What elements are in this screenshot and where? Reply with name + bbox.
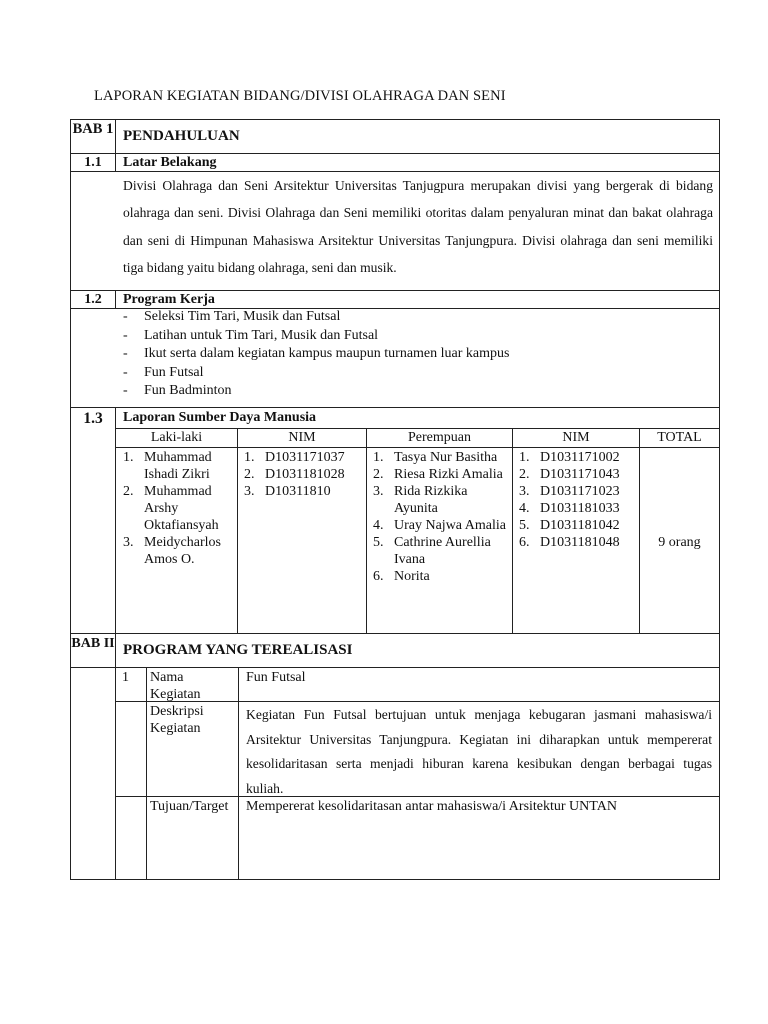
list-item: 3. Rida Rizkika Ayunita [373, 484, 468, 516]
bab2-label: BAB II [71, 636, 115, 651]
row-divider [70, 667, 720, 668]
row-divider [70, 633, 720, 634]
header-male: Laki-laki [150, 430, 203, 445]
list-item: 3. D1031171023 [519, 484, 620, 499]
list-item: 1. Tasya Nur Basitha [373, 450, 498, 465]
list-item: - Latihan untuk Tim Tari, Musik dan Futsal [118, 327, 698, 346]
list-item: 2. Muhammad Arshy Oktafiansyah [123, 484, 219, 533]
label-deskripsi-kegiatan: Deskripsi Kegiatan [150, 704, 204, 736]
female-members-list [370, 449, 510, 585]
header-nim-male: NIM [288, 430, 316, 445]
header-female: Perempuan [408, 430, 471, 445]
row-divider [70, 407, 720, 408]
value-tujuan-target: Mempererat kesolidaritasan antar mahasiswa/i Arsitektur UNTAN [246, 799, 617, 814]
list-item: 4. Uray Najwa Amalia [373, 518, 506, 533]
section-1-1-number: 1.1 [84, 155, 102, 170]
header-total: TOTAL [657, 430, 702, 445]
list-item: 6. D1031181048 [519, 535, 620, 550]
section-1-3-number: 1.3 [83, 410, 103, 427]
section-1-3-heading: Laporan Sumber Daya Manusia [123, 410, 317, 425]
table-border [70, 879, 720, 880]
col-divider [512, 428, 513, 634]
document-title: LAPORAN KEGIATAN BIDANG/DIVISI OLAHRAGA DAN SENI [94, 88, 506, 104]
section-1-1-heading: Latar Belakang [123, 155, 217, 170]
list-item: 2. D1031181028 [244, 467, 345, 482]
col-divider [366, 428, 367, 634]
list-item: - Ikut serta dalam kegiatan kampus maupun turnamen luar kampus [118, 345, 698, 364]
section-1-2-heading: Program Kerja [123, 292, 215, 307]
bab2-heading: PROGRAM YANG TEREALISASI [123, 642, 353, 658]
list-item: 2. Riesa Rizki Amalia [373, 467, 503, 482]
background-paragraph: Divisi Olahraga dan Seni Arsitektur Universitas Tanjugpura merupakan divisi yang bergerak di bidang olahraga dan seni. Divisi Olahraga dan Seni memiliki otoritas dalam penyaluran minat dan bakat olahraga dan seni di Himpunan Mahasiswa Arsitektur Universitas Tanjungpura. Divisi olahraga dan seni memiliki tiga bidang yaitu bidang olahraga, seni dan musik. [123, 178, 713, 275]
list-item: 2. D1031171043 [519, 467, 620, 482]
row-divider [115, 447, 720, 448]
label-tujuan-target: Tujuan/Target [150, 799, 229, 814]
female-nim-list [516, 449, 638, 551]
label-nama-kegiatan: Nama Kegiatan [150, 670, 201, 702]
list-item: - Seleksi Tim Tari, Musik dan Futsal [118, 308, 698, 327]
report-table [70, 119, 720, 880]
col-divider [639, 428, 640, 634]
table-border [70, 119, 71, 880]
list-item: - Fun Badminton [118, 382, 698, 401]
bab1-heading: PENDAHULUAN [123, 128, 240, 144]
list-item: 1. D1031171037 [244, 450, 345, 465]
list-item: 3. Meidycharlos Amos O. [123, 535, 221, 567]
list-item: 6. Norita [373, 569, 430, 584]
table-border [719, 119, 720, 880]
list-item: - Fun Futsal [118, 364, 698, 383]
col-divider [237, 428, 238, 634]
section-1-2-number: 1.2 [84, 292, 102, 307]
list-item: 1. D1031171002 [519, 450, 620, 465]
value-nama-kegiatan: Fun Futsal [246, 670, 306, 685]
list-item: 4. D1031181033 [519, 501, 620, 516]
list-item: 5. D1031181042 [519, 518, 620, 533]
list-item: 1. Muhammad Ishadi Zikri [123, 450, 212, 482]
male-members-list [120, 449, 234, 568]
col-divider [146, 667, 147, 880]
header-nim-female: NIM [562, 430, 590, 445]
total-value: 9 orang [658, 535, 701, 550]
list-item: 5. Cathrine Aurellia Ivana [373, 535, 491, 567]
bab1-label: BAB 1 [72, 121, 114, 137]
list-item: 3. D10311810 [244, 484, 331, 499]
table-border [70, 119, 720, 120]
col-divider [238, 667, 239, 880]
work-program-list [118, 308, 698, 401]
value-deskripsi-kegiatan: Kegiatan Fun Futsal bertujuan untuk menjaga kebugaran jasmani mahasiswa/i Arsitektur Universitas Tanjungpura. Kegiatan ini diharapkan untuk mempererat kesolidaritasan serta menjadi hiburan karena kesibukan dengan berbagai tugas kuliah. [246, 707, 712, 796]
male-nim-list [241, 449, 366, 500]
activity-number: 1 [122, 670, 129, 685]
